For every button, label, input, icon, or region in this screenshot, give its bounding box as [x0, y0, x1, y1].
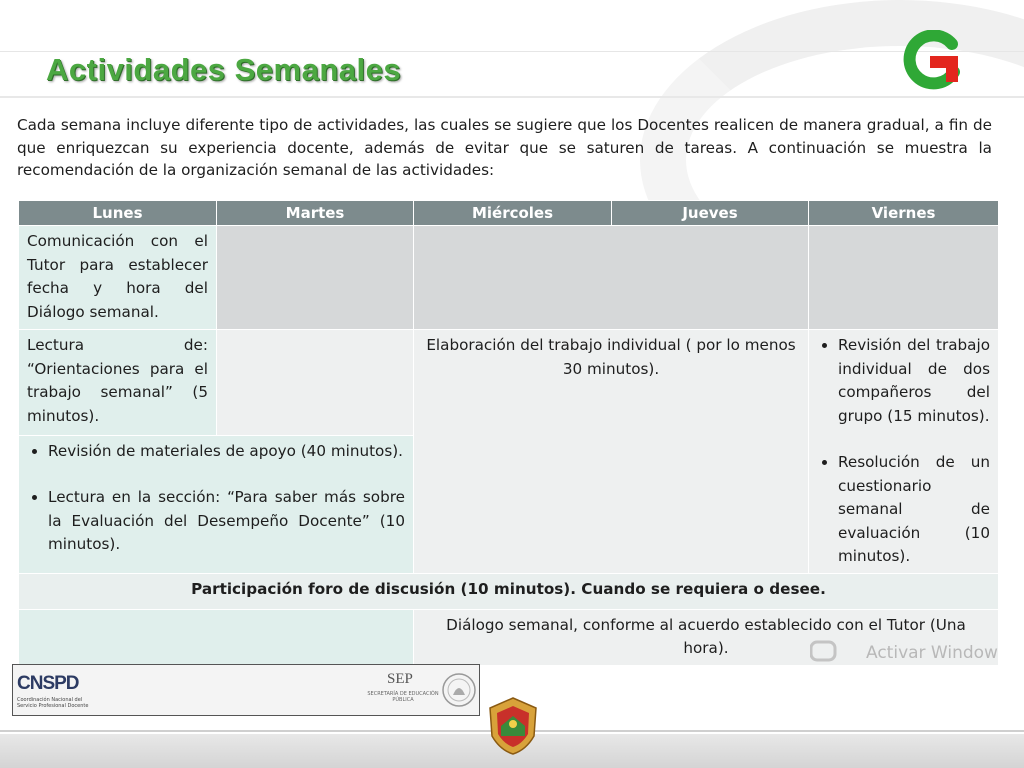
- footer-logo-strip: [12, 664, 480, 716]
- cell-lunes-martes-materials: [19, 435, 414, 573]
- cell-trabajo-individual: Elaboración del trabajo individual ( por lo menos 30 minutos).: [414, 330, 809, 574]
- cnspd-caption: Coordinación Nacional del Servicio Profesional Docente: [17, 697, 89, 709]
- cell-viernes-activities: [809, 330, 999, 574]
- header-martes: Martes: [217, 201, 414, 226]
- cell-dialog-semanal: Diálogo semanal, conforme al acuerdo establecido con el Tutor (Una hora).: [414, 609, 999, 665]
- viernes-list: [817, 334, 990, 569]
- header-viernes: Viernes: [809, 201, 999, 226]
- sep-caption: SECRETARÍA DE EDUCACIÓN PÚBLICA: [367, 691, 439, 703]
- list-item: • Revisión del trabajo individual de dos compañeros del grupo (15 minutos).: [838, 334, 990, 428]
- cell-lunes-lectura: Lectura de: “Orientaciones para el trabajo semanal” (5 minutos).: [19, 330, 217, 436]
- list-item: • Resolución de un cuestionario semanal de evaluación (10 minutos).: [838, 451, 990, 569]
- cnspd-logo: CNSPD: [17, 673, 79, 694]
- cell-miercoles-jueves-empty: [414, 226, 809, 330]
- cell-martes-blank: [217, 330, 414, 436]
- cell-dialog-blank: [19, 609, 414, 665]
- state-crest-icon: [486, 696, 540, 756]
- page-title: Actividades Semanales: [46, 52, 402, 87]
- list-item: • Revisión de materiales de apoyo (40 minutos).: [48, 440, 405, 464]
- title-divider: [0, 96, 1024, 98]
- cell-martes-empty: [217, 226, 414, 330]
- materials-list: [27, 440, 405, 557]
- table-header-row: [19, 201, 999, 226]
- table-row: [19, 609, 999, 665]
- cell-lunes-tutor-contact: Comunicación con el Tutor para establecer fecha y hora del Diálogo semanal.: [19, 226, 217, 330]
- mexico-seal-icon: [441, 671, 477, 709]
- sep-logo: SEP: [387, 671, 413, 687]
- list-item: • Lectura en la sección: “Para saber más sobre la Evaluación del Desempeño Docente” (10 minutos).: [48, 486, 405, 557]
- weekly-activities-table: [18, 200, 999, 666]
- watermark-text: Activar Window: [866, 643, 998, 663]
- cell-viernes-empty: [809, 226, 999, 330]
- cell-forum-participation: Participación foro de discusión (10 minutos). Cuando se requiera o desee.: [19, 573, 999, 609]
- windows-key-icon: [810, 640, 840, 664]
- header-jueves: Jueves: [612, 201, 809, 226]
- g-logo-icon: [900, 30, 964, 90]
- header-miercoles: Miércoles: [414, 201, 612, 226]
- header-lunes: Lunes: [19, 201, 217, 226]
- table-row: [19, 226, 999, 330]
- table-row: [19, 330, 999, 436]
- table-row: [19, 573, 999, 609]
- intro-paragraph: Cada semana incluye diferente tipo de actividades, las cuales se sugiere que los Docentes realicen de manera gradual, a fin de que enriquezcan su experiencia docente, además de evitar que se saturen de tareas. A continuación se muestra la recomendación de la organización semanal de las actividades:: [17, 116, 992, 179]
